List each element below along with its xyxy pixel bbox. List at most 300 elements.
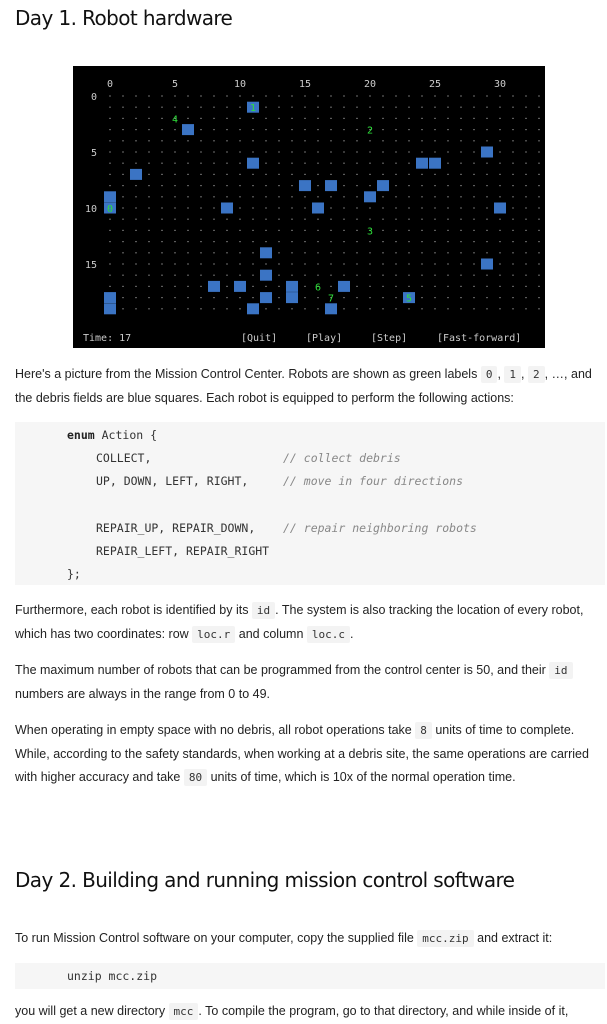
grid-dot [187, 207, 188, 208]
grid-dot [369, 252, 370, 253]
grid-dot [317, 118, 318, 119]
grid-dot [421, 196, 422, 197]
grid-dot [304, 286, 305, 287]
grid-dot [239, 241, 240, 242]
grid-dot [486, 163, 487, 164]
grid-dot [161, 207, 162, 208]
grid-dot [525, 286, 526, 287]
grid-dot [213, 185, 214, 186]
grid-dot [252, 275, 253, 276]
grid-dot [148, 230, 149, 231]
grid-dot [226, 163, 227, 164]
grid-dot [369, 118, 370, 119]
grid-dot [122, 151, 123, 152]
grid-dot [122, 163, 123, 164]
grid-dot [343, 263, 344, 264]
grid-dot [473, 252, 474, 253]
grid-dot [382, 107, 383, 108]
grid-dot [291, 308, 292, 309]
grid-dot [109, 286, 110, 287]
grid-dot [200, 286, 201, 287]
grid-dot [408, 230, 409, 231]
grid-dot [148, 118, 149, 119]
grid-dot [278, 230, 279, 231]
grid-dot [174, 275, 175, 276]
grid-dot [122, 174, 123, 175]
grid-dot [473, 163, 474, 164]
grid-dot [408, 286, 409, 287]
grid-dot [213, 297, 214, 298]
grid-dot [499, 308, 500, 309]
grid-dot [382, 230, 383, 231]
grid-dot [213, 219, 214, 220]
grid-dot [330, 286, 331, 287]
code-comment-repair: // repair neighboring robots [283, 521, 477, 535]
grid-dot [109, 219, 110, 220]
grid-dot [278, 151, 279, 152]
grid-dot [226, 118, 227, 119]
debris-square [481, 147, 493, 158]
grid-dot [486, 174, 487, 175]
grid-dot [382, 151, 383, 152]
grid-dot [486, 207, 487, 208]
mcc-dir-code: mcc [169, 1003, 199, 1020]
grid-dot [239, 95, 240, 96]
grid-dot [200, 174, 201, 175]
grid-dot [226, 196, 227, 197]
grid-dot [135, 263, 136, 264]
grid-dot [122, 230, 123, 231]
grid-dot [395, 263, 396, 264]
grid-dot [382, 196, 383, 197]
grid-dot [512, 241, 513, 242]
grid-dot [213, 95, 214, 96]
grid-dot [317, 163, 318, 164]
grid-dot [382, 275, 383, 276]
grid-dot [525, 297, 526, 298]
grid-dot [382, 219, 383, 220]
grid-dot [525, 196, 526, 197]
grid-dot [330, 275, 331, 276]
day1-max-robots-paragraph: The maximum number of robots that can be programmed from the control center is 50, and their id numbers are always in the range from 0 to 49. [15, 659, 595, 706]
grid-dot [148, 163, 149, 164]
grid-dot [395, 140, 396, 141]
grid-dot [200, 129, 201, 130]
grid-dot [421, 286, 422, 287]
grid-dot [473, 275, 474, 276]
grid-dot [408, 263, 409, 264]
grid-dot [486, 275, 487, 276]
code-line-repair-2: REPAIR_LEFT, REPAIR_RIGHT [96, 544, 270, 558]
grid-dot [213, 275, 214, 276]
grid-dot [473, 241, 474, 242]
grid-dot [512, 308, 513, 309]
grid-dot [161, 252, 162, 253]
grid-dot [538, 95, 539, 96]
grid-dot [174, 286, 175, 287]
grid-dot [187, 297, 188, 298]
row-tick-label: 0 [90, 92, 97, 103]
grid-dot [252, 207, 253, 208]
grid-dot [434, 196, 435, 197]
grid-dot [187, 252, 188, 253]
grid-dot [161, 308, 162, 309]
grid-dot [525, 241, 526, 242]
debris-square [494, 203, 506, 214]
grid-dot [291, 241, 292, 242]
debris-square [481, 259, 493, 270]
grid-dot [499, 219, 500, 220]
grid-dot [486, 95, 487, 96]
grid-dot [512, 118, 513, 119]
grid-dot [148, 196, 149, 197]
code-line-repair-1: REPAIR_UP, REPAIR_DOWN, [96, 521, 256, 535]
grid-dot [434, 263, 435, 264]
grid-dot [447, 151, 448, 152]
grid-dot [278, 185, 279, 186]
grid-dot [343, 219, 344, 220]
fast-forward-button[interactable]: [Fast-forward] [437, 333, 522, 344]
grid-dot [356, 219, 357, 220]
time-80-code: 80 [184, 769, 207, 786]
grid-dot [447, 219, 448, 220]
grid-dot [447, 263, 448, 264]
grid-dot [460, 118, 461, 119]
day2-heading: Day 2. Building and running mission control software [15, 868, 515, 892]
grid-dot [525, 107, 526, 108]
grid-dot [252, 129, 253, 130]
grid-dot [135, 286, 136, 287]
grid-dot [460, 196, 461, 197]
grid-dot [135, 297, 136, 298]
grid-dot [512, 230, 513, 231]
grid-dot [460, 207, 461, 208]
grid-dot [200, 252, 201, 253]
grid-dot [278, 129, 279, 130]
grid-dot [538, 275, 539, 276]
grid-dot [395, 107, 396, 108]
debris-square [286, 281, 298, 292]
grid-dot [148, 185, 149, 186]
grid-dot [473, 95, 474, 96]
grid-dot [512, 95, 513, 96]
grid-dot [395, 129, 396, 130]
grid-dot [239, 129, 240, 130]
grid-dot [187, 275, 188, 276]
grid-dot [382, 129, 383, 130]
grid-dot [434, 129, 435, 130]
grid-dot [408, 207, 409, 208]
grid-dot [421, 207, 422, 208]
grid-dot [460, 286, 461, 287]
grid-dot [408, 219, 409, 220]
grid-dot [460, 95, 461, 96]
grid-dot [447, 286, 448, 287]
grid-dot [343, 107, 344, 108]
day1-heading: Day 1. Robot hardware [15, 6, 233, 30]
grid-dot [421, 174, 422, 175]
grid-dot [460, 308, 461, 309]
grid-dot [226, 297, 227, 298]
column-tick-label: 20 [363, 79, 377, 90]
grid-dot [122, 286, 123, 287]
grid-dot [356, 275, 357, 276]
grid-dot [395, 151, 396, 152]
grid-dot [356, 140, 357, 141]
grid-dot [135, 230, 136, 231]
grid-dot [252, 263, 253, 264]
grid-dot [512, 219, 513, 220]
play-button[interactable]: [Play] [306, 333, 343, 344]
grid-dot [499, 263, 500, 264]
grid-dot [109, 118, 110, 119]
grid-dot [434, 151, 435, 152]
grid-dot [434, 118, 435, 119]
grid-dot [187, 308, 188, 309]
grid-dot [226, 185, 227, 186]
grid-dot [161, 151, 162, 152]
debris-square [338, 281, 350, 292]
grid-dot [252, 230, 253, 231]
grid-dot [278, 241, 279, 242]
grid-dot [395, 196, 396, 197]
robot-label: 4 [171, 114, 179, 126]
grid-dot [421, 297, 422, 298]
grid-dot [187, 151, 188, 152]
grid-dot [174, 241, 175, 242]
grid-dot [447, 241, 448, 242]
grid-dot [291, 118, 292, 119]
grid-dot [291, 151, 292, 152]
grid-dot [395, 241, 396, 242]
grid-dot [265, 118, 266, 119]
loc-r-code: loc.r [192, 626, 235, 643]
grid-dot [538, 174, 539, 175]
grid-dot [356, 196, 357, 197]
grid-dot [304, 241, 305, 242]
grid-dot [486, 118, 487, 119]
grid-dot [161, 263, 162, 264]
grid-dot [447, 297, 448, 298]
grid-dot [447, 107, 448, 108]
robot-label: 5 [405, 293, 413, 305]
grid-dot [499, 275, 500, 276]
grid-dot [486, 140, 487, 141]
grid-dot [187, 196, 188, 197]
grid-dot [187, 174, 188, 175]
grid-dot [317, 275, 318, 276]
grid-dot [421, 252, 422, 253]
grid-dot [239, 185, 240, 186]
grid-dot [161, 219, 162, 220]
robot-label: 3 [366, 226, 374, 238]
grid-dot [122, 129, 123, 130]
grid-dot [135, 196, 136, 197]
grid-dot [200, 140, 201, 141]
grid-dot [434, 107, 435, 108]
grid-dot [304, 196, 305, 197]
grid-dot [174, 297, 175, 298]
grid-dot [122, 252, 123, 253]
grid-dot [434, 230, 435, 231]
debris-square [234, 281, 246, 292]
grid-dot [135, 95, 136, 96]
grid-dot [161, 174, 162, 175]
grid-dot [148, 140, 149, 141]
robot-label: 1 [249, 103, 257, 115]
grid-dot [304, 308, 305, 309]
grid-dot [395, 174, 396, 175]
grid-dot [239, 151, 240, 152]
grid-dot [434, 308, 435, 309]
grid-dot [395, 219, 396, 220]
grid-dot [525, 163, 526, 164]
grid-dot [395, 286, 396, 287]
grid-dot [499, 107, 500, 108]
grid-dot [265, 151, 266, 152]
grid-dot [447, 252, 448, 253]
grid-dot [252, 118, 253, 119]
grid-dot [135, 308, 136, 309]
grid-dot [109, 252, 110, 253]
debris-square [299, 180, 311, 191]
robot-label: 0 [106, 204, 114, 215]
robot-label: 7 [327, 293, 335, 305]
grid-dot [434, 185, 435, 186]
column-tick-label: 30 [493, 79, 507, 90]
grid-dot [460, 252, 461, 253]
grid-dot [226, 241, 227, 242]
grid-dot [421, 95, 422, 96]
grid-dot [148, 241, 149, 242]
grid-dot [187, 95, 188, 96]
grid-dot [356, 118, 357, 119]
grid-dot [460, 275, 461, 276]
grid-dot [278, 297, 279, 298]
grid-dot [460, 230, 461, 231]
grid-dot [343, 196, 344, 197]
grid-dot [382, 308, 383, 309]
grid-dot [369, 140, 370, 141]
grid-dot [200, 308, 201, 309]
grid-dot [174, 151, 175, 152]
robot-label-2-code: 2 [528, 366, 545, 383]
grid-dot [304, 252, 305, 253]
grid-dot [278, 219, 279, 220]
grid-dot [525, 207, 526, 208]
grid-dot [512, 140, 513, 141]
grid-dot [343, 275, 344, 276]
grid-dot [421, 219, 422, 220]
grid-dot [213, 174, 214, 175]
grid-dot [317, 107, 318, 108]
grid-dot [499, 140, 500, 141]
grid-dot [525, 151, 526, 152]
grid-dot [460, 129, 461, 130]
grid-dot [499, 252, 500, 253]
grid-dot [447, 185, 448, 186]
grid-dot [395, 275, 396, 276]
grid-dot [460, 241, 461, 242]
row-tick-label: 10 [84, 204, 97, 215]
grid-dot [304, 118, 305, 119]
grid-dot [252, 252, 253, 253]
step-button[interactable]: [Step] [371, 333, 408, 344]
grid-dot [473, 129, 474, 130]
grid-dot [109, 151, 110, 152]
grid-dot [291, 196, 292, 197]
grid-dot [382, 207, 383, 208]
grid-dot [226, 140, 227, 141]
grid-dot [122, 219, 123, 220]
grid-dot [473, 151, 474, 152]
grid-dot [356, 95, 357, 96]
grid-dot [356, 185, 357, 186]
grid-dot [330, 129, 331, 130]
grid-dot [317, 196, 318, 197]
grid-dot [291, 275, 292, 276]
grid-dot [135, 118, 136, 119]
grid-dot [278, 163, 279, 164]
grid-dot [252, 151, 253, 152]
grid-dot [200, 207, 201, 208]
grid-dot [200, 196, 201, 197]
grid-dot [369, 308, 370, 309]
grid-dot [499, 174, 500, 175]
grid-dot [265, 107, 266, 108]
grid-dot [122, 263, 123, 264]
robot-label: 2 [366, 125, 374, 137]
grid-dot [317, 140, 318, 141]
grid-dot [213, 308, 214, 309]
grid-dot [317, 151, 318, 152]
debris-square [312, 203, 324, 214]
grid-dot [278, 207, 279, 208]
grid-dot [174, 95, 175, 96]
grid-dot [538, 129, 539, 130]
grid-dot [499, 151, 500, 152]
grid-dot [252, 219, 253, 220]
grid-dot [356, 263, 357, 264]
grid-dot [343, 118, 344, 119]
grid-dot [122, 140, 123, 141]
grid-dot [356, 241, 357, 242]
grid-dot [473, 230, 474, 231]
grid-dot [369, 207, 370, 208]
grid-dot [252, 140, 253, 141]
grid-dot [421, 140, 422, 141]
quit-button[interactable]: [Quit] [241, 333, 278, 344]
grid-dot [278, 196, 279, 197]
grid-dot [499, 286, 500, 287]
grid-dot [421, 129, 422, 130]
grid-dot [304, 275, 305, 276]
grid-dot [135, 185, 136, 186]
debris-square [364, 191, 376, 202]
grid-dot [200, 275, 201, 276]
grid-dot [304, 207, 305, 208]
grid-dot [213, 151, 214, 152]
grid-dot [538, 151, 539, 152]
grid-dot [304, 151, 305, 152]
grid-dot [421, 185, 422, 186]
grid-dot [369, 107, 370, 108]
grid-dot [174, 140, 175, 141]
grid-dot [291, 185, 292, 186]
grid-dot [343, 151, 344, 152]
grid-dot [330, 196, 331, 197]
grid-dot [343, 252, 344, 253]
